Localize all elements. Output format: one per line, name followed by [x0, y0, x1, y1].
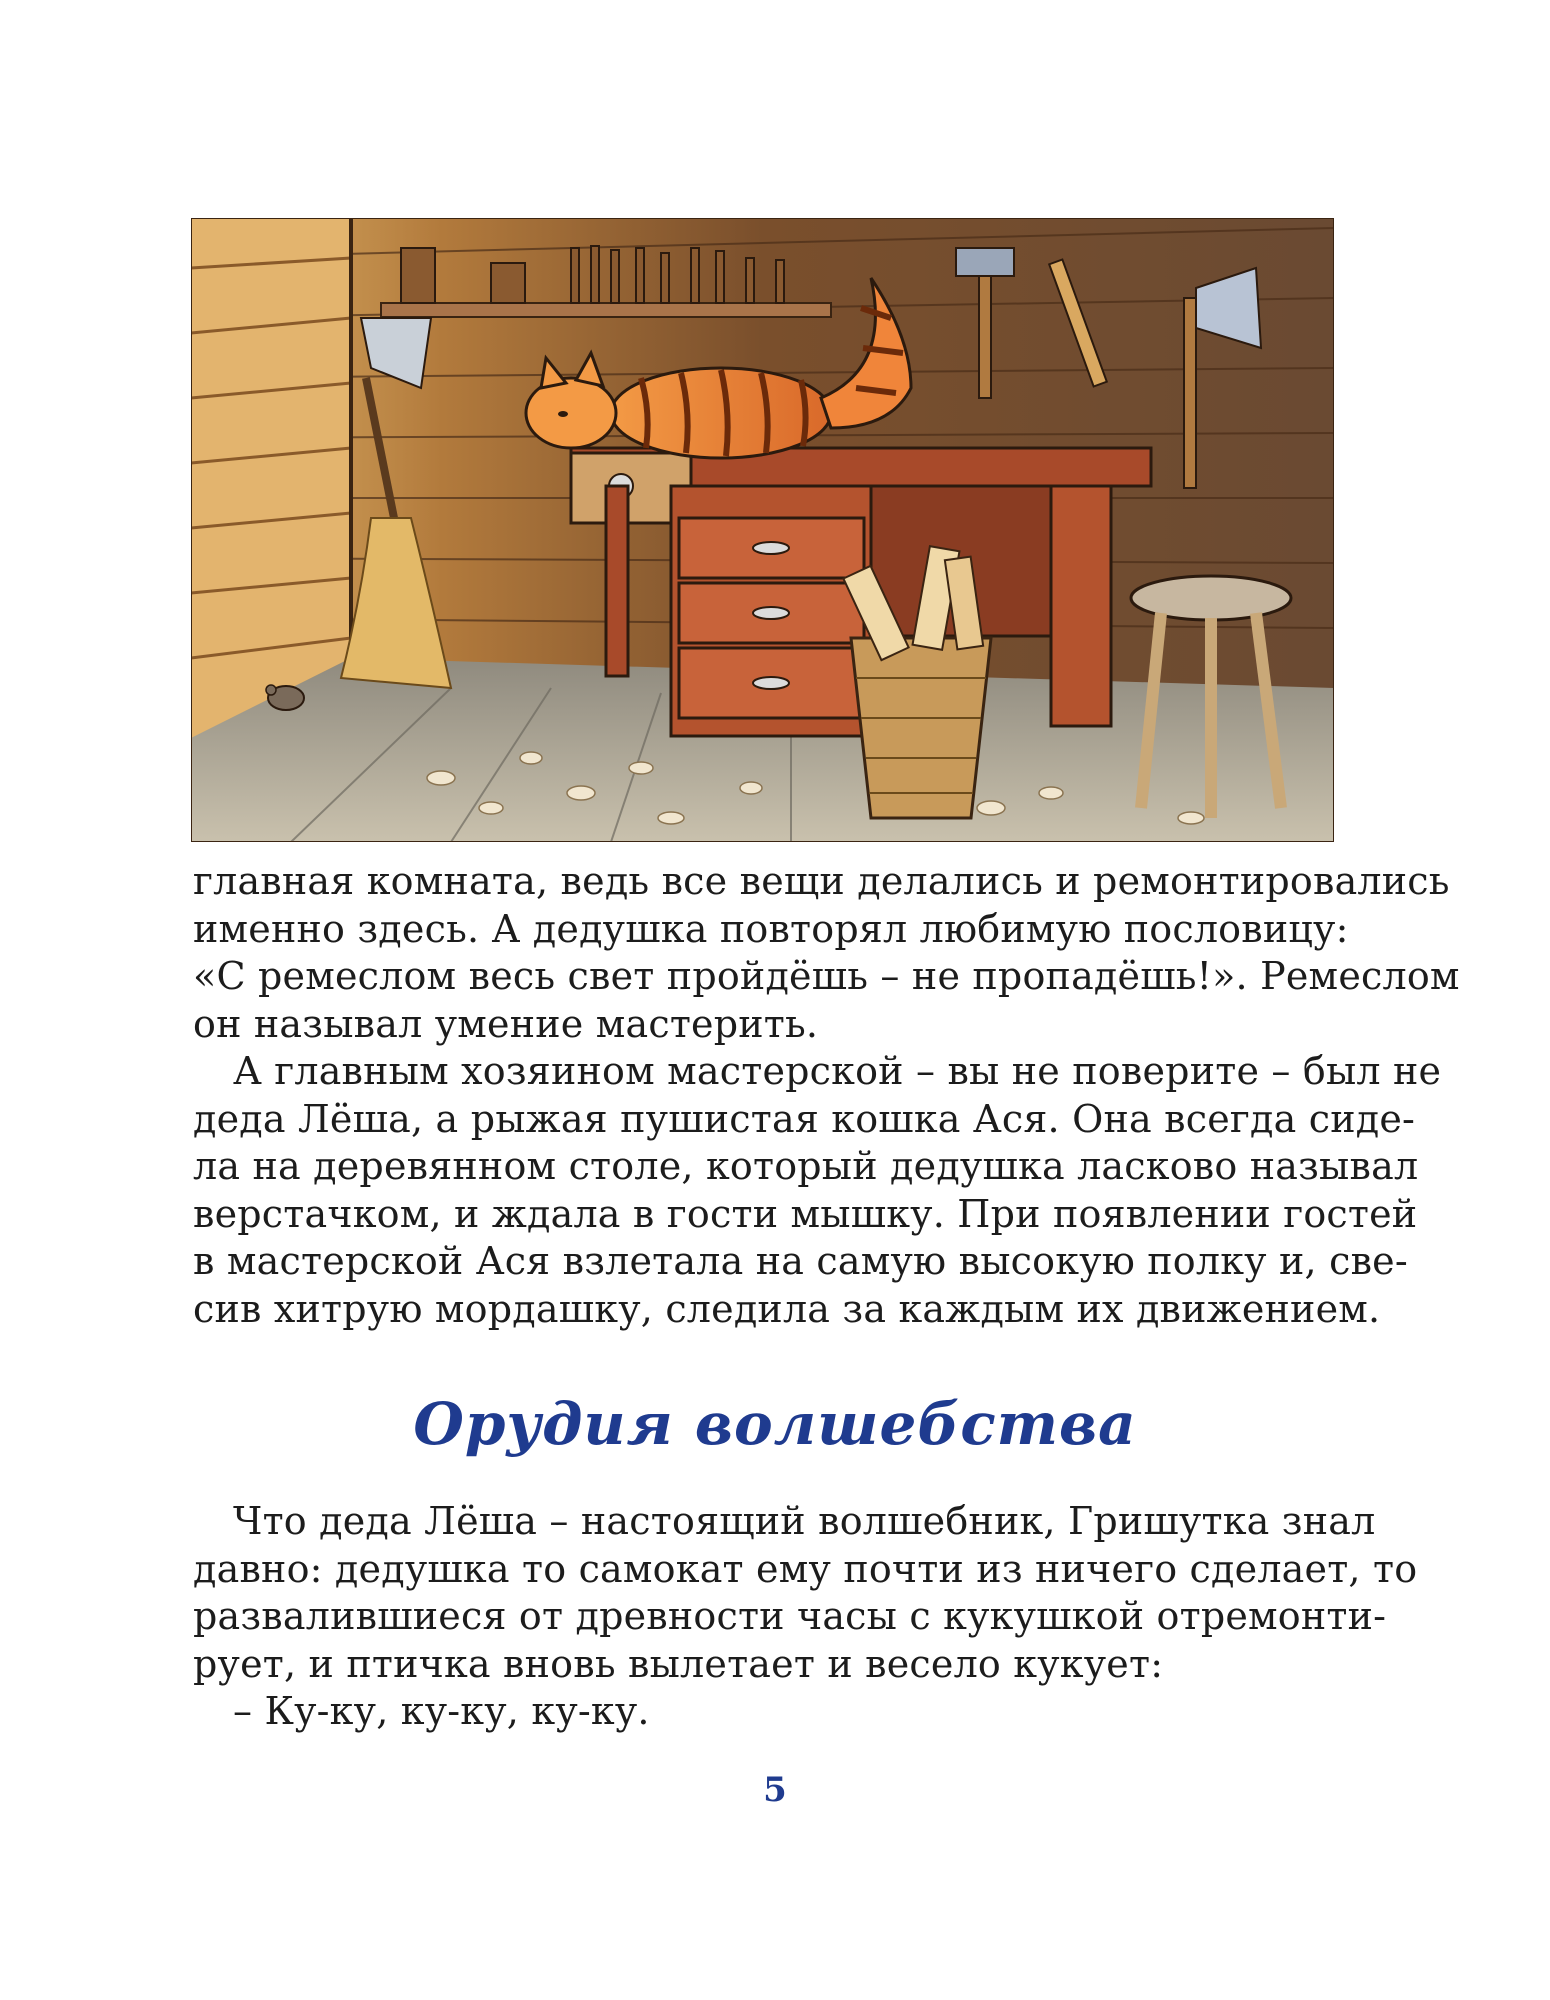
- text-line: А главным хозяином мастерской – вы не поверите – был не: [233, 1049, 1442, 1093]
- text-line: «С ремеслом весь свет пройдёшь – не пропадёшь!». Ремеслом: [193, 954, 1460, 998]
- paragraph-cat-asya: [193, 1048, 1442, 1333]
- dialogue-line: – Ку-ку, ку-ку, ку-ку.: [233, 1689, 650, 1733]
- text-line: ла на деревянном столе, который дедушка ласково называл: [193, 1144, 1419, 1188]
- text-line: он называл умение мастерить.: [193, 1001, 819, 1046]
- text-line: в мастерской Ася взлетала на самую высокую полку и, све-: [193, 1239, 1408, 1283]
- text-line: деда Лёша, а рыжая пушистая кошка Ася. Она всегда сиде-: [193, 1096, 1416, 1141]
- text-line: давно: дедушка то самокат ему почти из ничего сделает, то: [193, 1546, 1418, 1591]
- text-line: главная комната, ведь все вещи делались и ремонтировались: [193, 859, 1450, 903]
- text-line: рует, и птичка вновь вылетает и весело кукует:: [193, 1641, 1164, 1686]
- text-line: Что деда Лёша – настоящий волшебник, Гришутка знал: [233, 1499, 1376, 1543]
- paragraph-grandpa-wizard: [193, 1498, 1418, 1736]
- text-line: сив хитрую мордашку, следила за каждым их движением.: [193, 1286, 1381, 1331]
- page-number: 5: [763, 1770, 787, 1810]
- text-line: верстачком, и ждала в гости мышку. При появлении гостей: [193, 1191, 1418, 1236]
- section-heading: Орудия волшебства: [413, 1390, 1137, 1458]
- text-line: развалившиеся от древности часы с кукушкой отремонти-: [193, 1594, 1387, 1638]
- text-line: именно здесь. А дедушка повторял любимую пословицу:: [193, 906, 1349, 951]
- workshop-illustration: [191, 218, 1334, 842]
- paragraph-workshop-intro: [193, 858, 1460, 1048]
